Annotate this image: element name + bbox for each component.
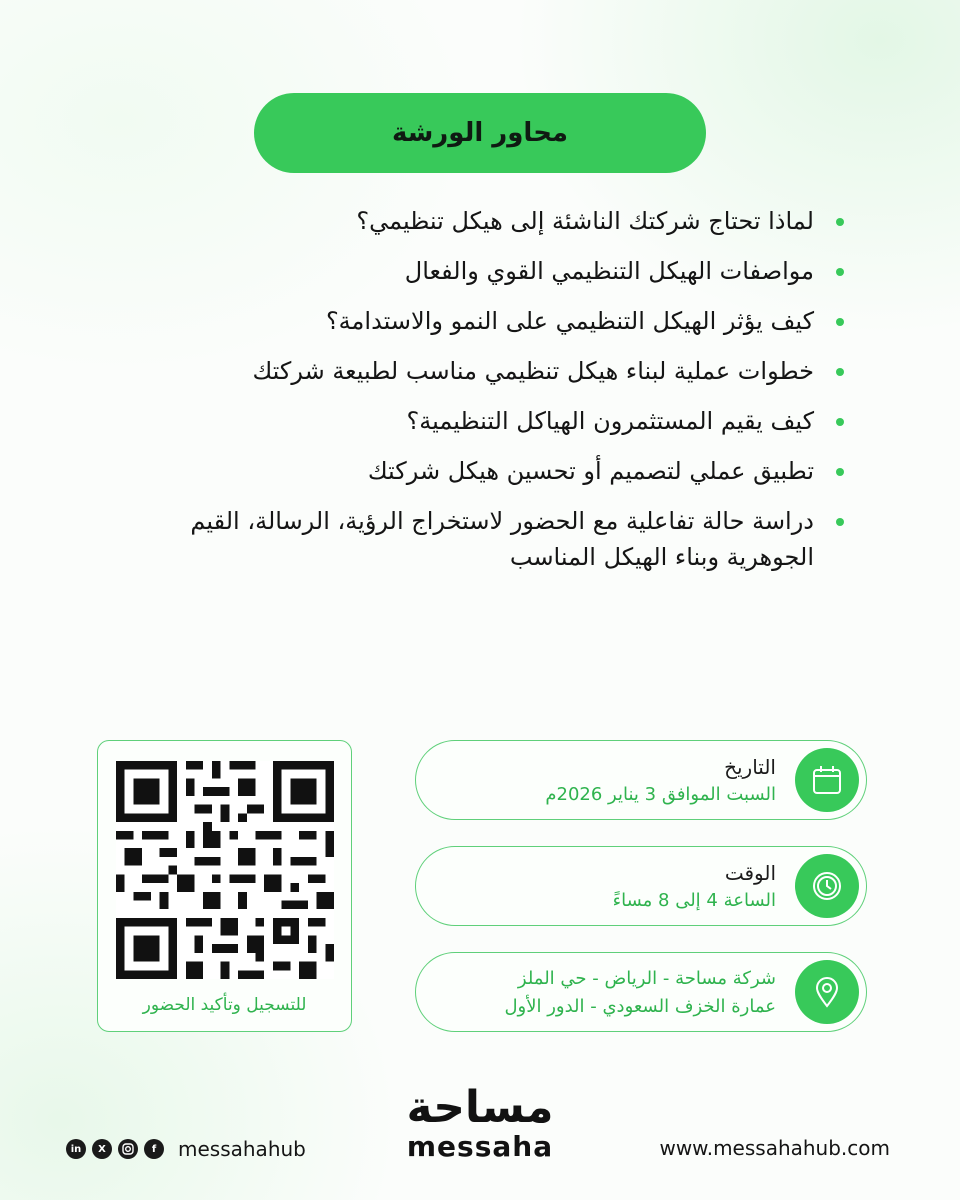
qr-caption: للتسجيل وتأكيد الحضور xyxy=(142,995,307,1015)
date-label: التاريخ xyxy=(724,755,776,779)
instagram-icon[interactable] xyxy=(118,1139,138,1159)
topic-text: تطبيق عملي لتصميم أو تحسين هيكل شركتك xyxy=(367,457,814,485)
x-icon[interactable]: X xyxy=(92,1139,112,1159)
list-item xyxy=(130,303,844,339)
location-card xyxy=(415,952,867,1032)
brand-logo-english: messaha xyxy=(406,1130,554,1163)
topic-text: لماذا تحتاج شركتك الناشئة إلى هيكل تنظيمي؟ xyxy=(356,207,814,235)
facebook-icon[interactable]: f xyxy=(144,1139,164,1159)
bullet-icon xyxy=(836,518,844,526)
qr-card[interactable] xyxy=(97,740,352,1032)
topic-text: كيف يقيم المستثمرون الهياكل التنظيمية؟ xyxy=(406,407,814,435)
calendar-icon xyxy=(795,748,859,812)
social-handle[interactable]: messahahub xyxy=(178,1137,306,1161)
topic-text: دراسة حالة تفاعلية مع الحضور لاستخراج الرؤية، الرسالة، القيم الجوهرية وبناء الهيكل المناسب xyxy=(190,507,814,571)
social-links xyxy=(66,1137,306,1161)
list-item xyxy=(130,203,844,239)
bullet-icon xyxy=(836,418,844,426)
bullet-icon xyxy=(836,468,844,476)
location-line2: عمارة الخزف السعودي - الدور الأول xyxy=(504,996,776,1017)
topic-text: كيف يؤثر الهيكل التنظيمي على النمو والاستدامة؟ xyxy=(325,307,814,335)
list-item xyxy=(130,453,844,489)
date-value: السبت الموافق 3 يناير 2026م xyxy=(545,784,776,805)
section-title: محاور الورشة xyxy=(254,93,706,173)
topic-text: مواصفات الهيكل التنظيمي القوي والفعال xyxy=(404,257,814,285)
bullet-icon xyxy=(836,268,844,276)
list-item xyxy=(130,403,844,439)
time-card xyxy=(415,846,867,926)
linkedin-icon[interactable]: in xyxy=(66,1139,86,1159)
topics-list xyxy=(130,203,844,589)
bullet-icon xyxy=(836,368,844,376)
clock-icon xyxy=(795,854,859,918)
topic-text: خطوات عملية لبناء هيكل تنظيمي مناسب لطبيعة شركتك xyxy=(252,357,814,385)
qr-code[interactable] xyxy=(116,761,334,979)
date-card xyxy=(415,740,867,820)
location-pin-icon xyxy=(795,960,859,1024)
list-item xyxy=(130,253,844,289)
bullet-icon xyxy=(836,218,844,226)
bullet-icon xyxy=(836,318,844,326)
location-line1: شركة مساحة - الرياض - حي الملز xyxy=(517,968,776,989)
list-item xyxy=(130,353,844,389)
list-item xyxy=(130,503,844,575)
time-value: الساعة 4 إلى 8 مساءً xyxy=(612,890,776,911)
brand-logo-arabic: مساحة xyxy=(406,1082,554,1133)
website-link[interactable]: www.messahahub.com xyxy=(659,1136,890,1160)
time-label: الوقت xyxy=(724,861,776,885)
